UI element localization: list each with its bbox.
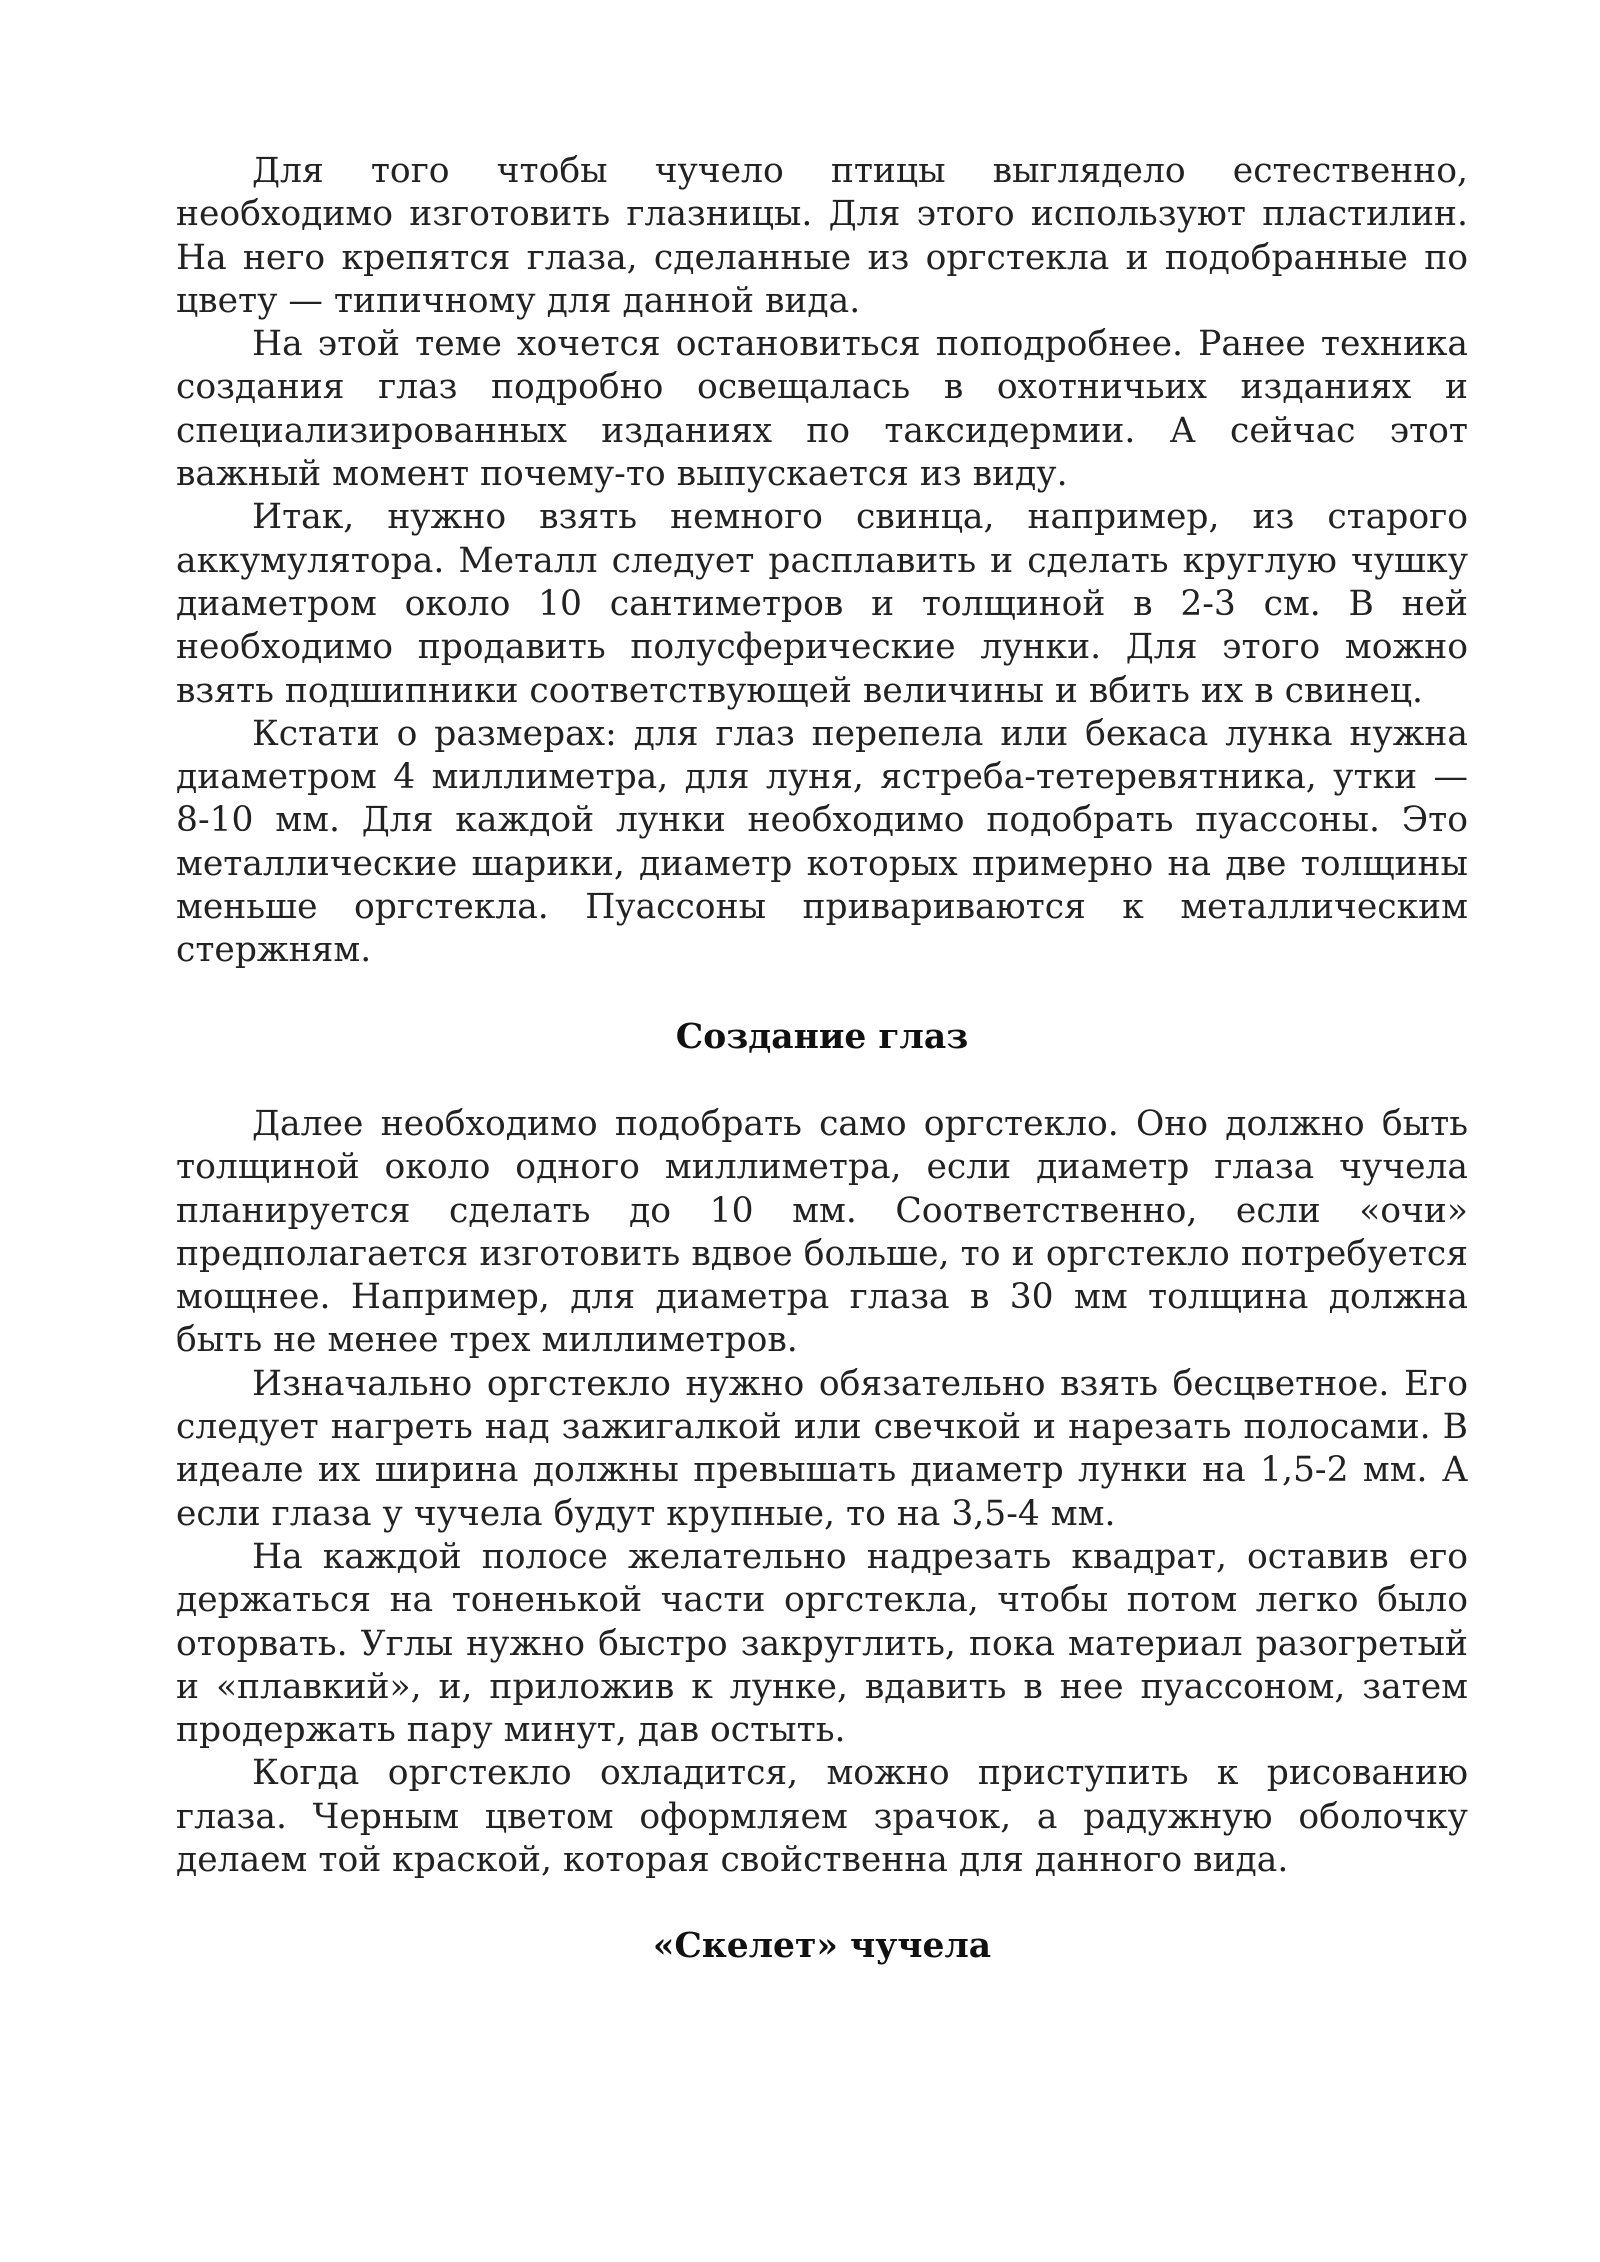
paragraph: На этой теме хочется остановиться поподробнее. Ранее техника создания глаз подробно освещалась в охотничьих изданиях и специализированных изданиях по таксидермии. А сейчас этот важный момент почему-то выпускается из виду.: [176, 324, 1468, 495]
section-heading-eye-creation: Создание глаз: [675, 1016, 969, 1057]
paragraph: Далее необходимо подобрать само оргстекло. Оно должно быть толщиной около одного миллиметра, если диаметр глаза чучела планируется сделать до 10 мм. Соответственно, если «очи» предполагается изготовить вдвое больше, то и оргстекло потребуется мощнее. Например, для диаметра глаза в 30 мм толщина должна быть не менее трех миллиметров.: [176, 1103, 1468, 1361]
paragraph: Итак, нужно взять немного свинца, например, из старого аккумулятора. Металл следует расплавить и сделать круглую чушку диаметром около 10 сантиметров и толщиной в 2-3 см. В ней необходимо продавить полусферические лунки. Для этого можно взять подшипники соответствующей величины и вбить их в свинец.: [176, 497, 1468, 711]
paragraph: На каждой полосе желательно надрезать квадрат, оставив его держаться на тоненькой части оргстекла, чтобы потом легко было оторвать. Углы нужно быстро закруглить, пока материал разогретый и «плавкий», и, приложив к лунке, вдавить в нее пуассоном, затем продержать пару минут, дав остыть.: [176, 1536, 1468, 1751]
section-heading-skeleton: «Скелет» чучела: [652, 1926, 992, 1967]
paragraph: Когда оргстекло охладится, можно приступить к рисованию глаза. Черным цветом оформляем зрачок, а радужную оболочку делаем той краской, которая свойственна для данного вида.: [176, 1753, 1468, 1880]
paragraph: Для того чтобы чучело птицы выглядело естественно, необходимо изготовить глазницы. Для этого используют пластилин. На него крепятся глаза, сделанные из оргстекла и подобранные по цвету — типичному для данной вида.: [176, 151, 1468, 321]
paragraph: Изначально оргстекло нужно обязательно взять бесцветное. Его следует нагреть над зажигалкой или свечкой и нарезать полосами. В идеале их ширина должны превышать диаметр лунки на 1,5-2 мм. А если глаза у чучела будут крупные, то на 3,5-4 мм.: [176, 1363, 1468, 1534]
document-page: [176, 150, 1468, 1969]
paragraph: Кстати о размерах: для глаз перепела или бекаса лунка нужна диаметром 4 миллиметра, для луня, ястреба-тетеревятника, утки — 8-10 мм. Для каждой лунки необходимо подобрать пуассоны. Это металлические шарики, диаметр которых примерно на две толщины меньше оргстекла. Пуассоны привариваются к металлическим стержням.: [176, 713, 1468, 971]
